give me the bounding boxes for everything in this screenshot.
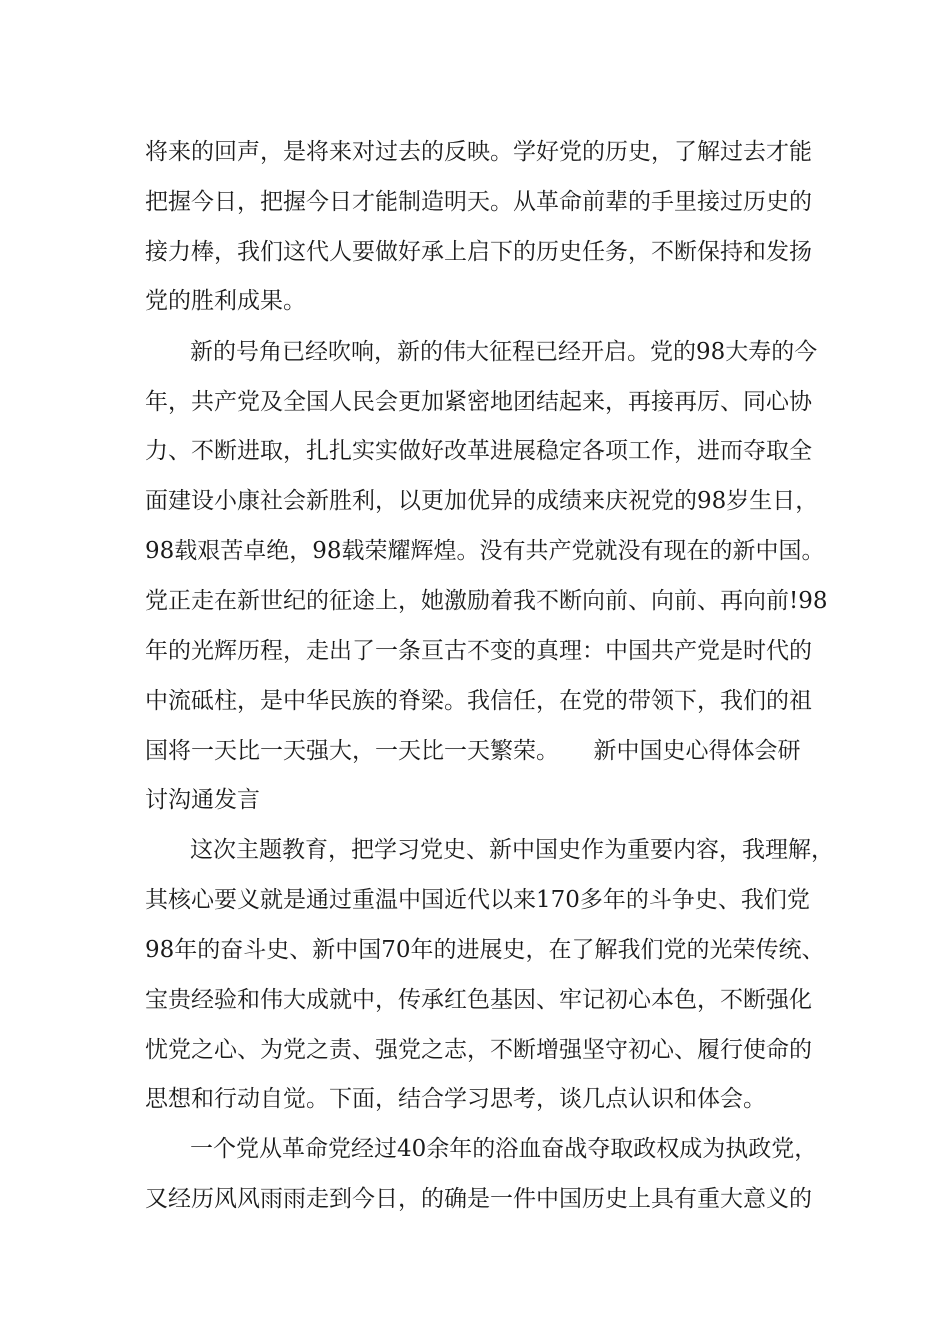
paragraph-start-line: 一个党从革命党经过40余年的浴血奋战夺取政权成为执政党，: [190, 1136, 818, 1162]
text-line: 忧党之心、为党之责、强党之志，不断增强坚守初心、履行使命的: [145, 1037, 812, 1063]
text-line: 中流砥柱，是中华民族的脊梁。我信任，在党的带领下，我们的祖: [145, 688, 812, 714]
text-line: 年的光辉历程，走出了一条亘古不变的真理：中国共产党是时代的: [145, 638, 812, 664]
text-line: 力、不断进取，扎扎实实做好改革进展稳定各项工作，进而夺取全: [145, 438, 812, 464]
text-line: 将来的回声，是将来对过去的反映。学好党的历史，了解过去才能: [145, 139, 812, 165]
text-line: 年，共产党及全国人民会更加紧密地团结起来，再接再厉、同心协: [145, 389, 812, 415]
text-line: 又经历风风雨雨走到今日，的确是一件中国历史上具有重大意义的: [145, 1186, 812, 1212]
text-line: 把握今日，把握今日才能制造明天。从革命前辈的手里接过历史的: [145, 189, 812, 215]
paragraph-start-line: 新的号角已经吹响，新的伟大征程已经开启。党的98大寿的今: [190, 339, 818, 365]
paragraph-start-line: 这次主题教育，把学习党史、新中国史作为重要内容，我理解，: [190, 837, 834, 863]
text-line: 讨沟通发言: [145, 787, 260, 813]
text-line: 其核心要义就是通过重温中国近代以来170多年的斗争史、我们党: [145, 887, 810, 913]
text-line: 党的胜利成果。: [145, 288, 306, 314]
text-line: 党正走在新世纪的征途上，她激励着我不断向前、向前、再向前!98: [145, 588, 828, 614]
text-line: 国将一天比一天强大，一天比一天繁荣。 新中国史心得体会研: [145, 738, 801, 764]
text-line: 面建设小康社会新胜利，以更加优异的成绩来庆祝党的98岁生日，: [145, 488, 819, 514]
text-line: 宝贵经验和伟大成就中，传承红色基因、牢记初心本色，不断强化: [145, 987, 812, 1013]
text-line: 接力棒，我们这代人要做好承上启下的历史任务，不断保持和发扬: [145, 239, 812, 265]
text-line: 98年的奋斗史、新中国70年的进展史，在了解我们党的光荣传统、: [145, 937, 825, 963]
text-line: 98载艰苦卓绝，98载荣耀辉煌。没有共产党就没有现在的新中国。: [145, 538, 825, 564]
text-line: 思想和行动自觉。下面，结合学习思考，谈几点认识和体会。: [145, 1086, 766, 1112]
